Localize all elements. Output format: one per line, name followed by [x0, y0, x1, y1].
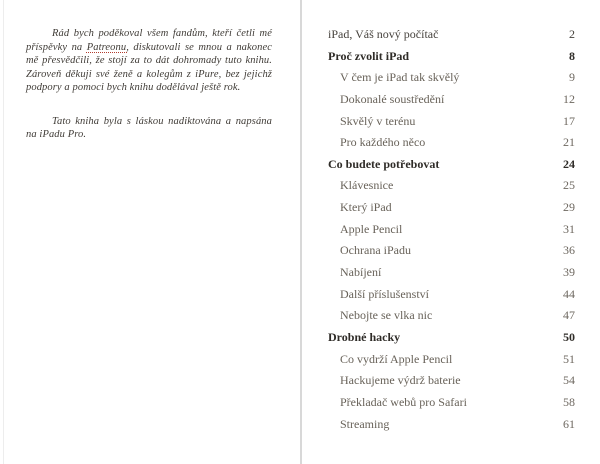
- toc-entry[interactable]: [328, 46, 575, 68]
- toc-entry-page: 17: [563, 113, 575, 128]
- toc-entry-label: Nebojte se vlka nic: [340, 308, 433, 323]
- toc-entry[interactable]: [328, 349, 575, 371]
- acknowledgments-text[interactable]: [26, 27, 272, 142]
- toc-entry[interactable]: [328, 132, 575, 154]
- toc-entry-page: 25: [563, 178, 575, 193]
- page-edge-line: [3, 0, 4, 464]
- toc-entry-label: Překladač webů pro Safari: [340, 394, 467, 409]
- toc-entry-page: 58: [563, 394, 575, 409]
- toc-entry[interactable]: [328, 327, 575, 349]
- toc-entry-page: 51: [563, 351, 575, 366]
- toc-entry-label: V čem je iPad tak skvělý: [340, 70, 460, 85]
- toc-entry[interactable]: [328, 284, 575, 306]
- toc-entry-page: 12: [563, 91, 575, 106]
- toc-entry-page: 44: [563, 286, 575, 301]
- toc-entry-label: Klávesnice: [340, 178, 394, 193]
- colophon-paragraph: Tato kniha byla s láskou nadiktována a napsána na iPadu Pro.: [26, 115, 272, 140]
- toc-entry-page: 9: [569, 70, 575, 85]
- toc-entry-page: 8: [569, 48, 575, 63]
- toc-entry-page: 47: [563, 308, 575, 323]
- toc-entry-page: 39: [563, 265, 575, 280]
- toc-entry[interactable]: [328, 67, 575, 89]
- toc-entry[interactable]: [328, 370, 575, 392]
- toc-entry-label: Proč zvolit iPad: [328, 48, 410, 63]
- toc-entry-page: 54: [563, 373, 575, 388]
- toc-entry-label: Drobné hacky: [328, 329, 401, 344]
- toc-entry-label: Pro každého něco: [340, 135, 426, 150]
- toc-entry[interactable]: [328, 219, 575, 241]
- acknowledgments-paragraph: [26, 27, 272, 95]
- toc-entry-label: Co vydrží Apple Pencil: [340, 351, 453, 366]
- toc-entry[interactable]: [328, 240, 575, 262]
- toc-entry-label: Dokonalé soustředění: [340, 91, 445, 106]
- toc-entry[interactable]: [328, 197, 575, 219]
- paragraph-text-before: Rád bych poděkoval všem fandům, kteří četli mé příspěvky na: [26, 28, 272, 53]
- toc-entry-page: 36: [563, 243, 575, 258]
- spellcheck-flagged-word[interactable]: Patreonu,: [86, 41, 129, 53]
- toc-entry-label: Ochrana iPadu: [340, 243, 411, 258]
- toc-entry[interactable]: [328, 111, 575, 133]
- toc-entry[interactable]: [328, 414, 575, 436]
- page-gutter-divider: [300, 0, 302, 464]
- toc-entry-page: 2: [569, 27, 575, 41]
- toc-entry[interactable]: [328, 175, 575, 197]
- toc-entry-page: 61: [563, 416, 575, 431]
- toc-entry[interactable]: [328, 262, 575, 284]
- toc-entry-page: 24: [563, 156, 575, 171]
- table-of-contents: [328, 24, 575, 435]
- toc-entry-page: 21: [563, 135, 575, 150]
- toc-entry-label: Skvělý v terénu: [340, 113, 416, 128]
- toc-entry-label: Který iPad: [340, 200, 392, 215]
- paragraph-text-after: diskutovali se mnou a nakonec mě přesvědčili, že stojí za to dát dohromady tuto knihu. Zároveň děkuji své ženě a kolegům z iPure, bez jejichž podpory a pomoci bych knihu dodělával ještě rok.: [26, 41, 273, 93]
- toc-entry-label: Co budete potřebovat: [328, 156, 440, 171]
- toc-entry[interactable]: [328, 305, 575, 327]
- toc-entry[interactable]: [328, 154, 575, 176]
- toc-entry[interactable]: [328, 24, 575, 46]
- toc-entry-label: iPad, Váš nový počítač: [328, 27, 439, 41]
- toc-entry-label: Nabíjení: [340, 265, 382, 280]
- toc-entry[interactable]: [328, 89, 575, 111]
- toc-entry[interactable]: [328, 392, 575, 414]
- toc-entry-label: Hackujeme výdrž baterie: [340, 373, 461, 388]
- toc-entry-label: Apple Pencil: [340, 221, 403, 236]
- left-page: [26, 27, 272, 142]
- toc-entry-page: 31: [563, 221, 575, 236]
- toc-entry-page: 29: [563, 200, 575, 215]
- toc-entry-label: Streaming: [340, 416, 390, 431]
- toc-entry-label: Další příslušenství: [340, 286, 429, 301]
- toc-entry-page: 50: [563, 329, 575, 344]
